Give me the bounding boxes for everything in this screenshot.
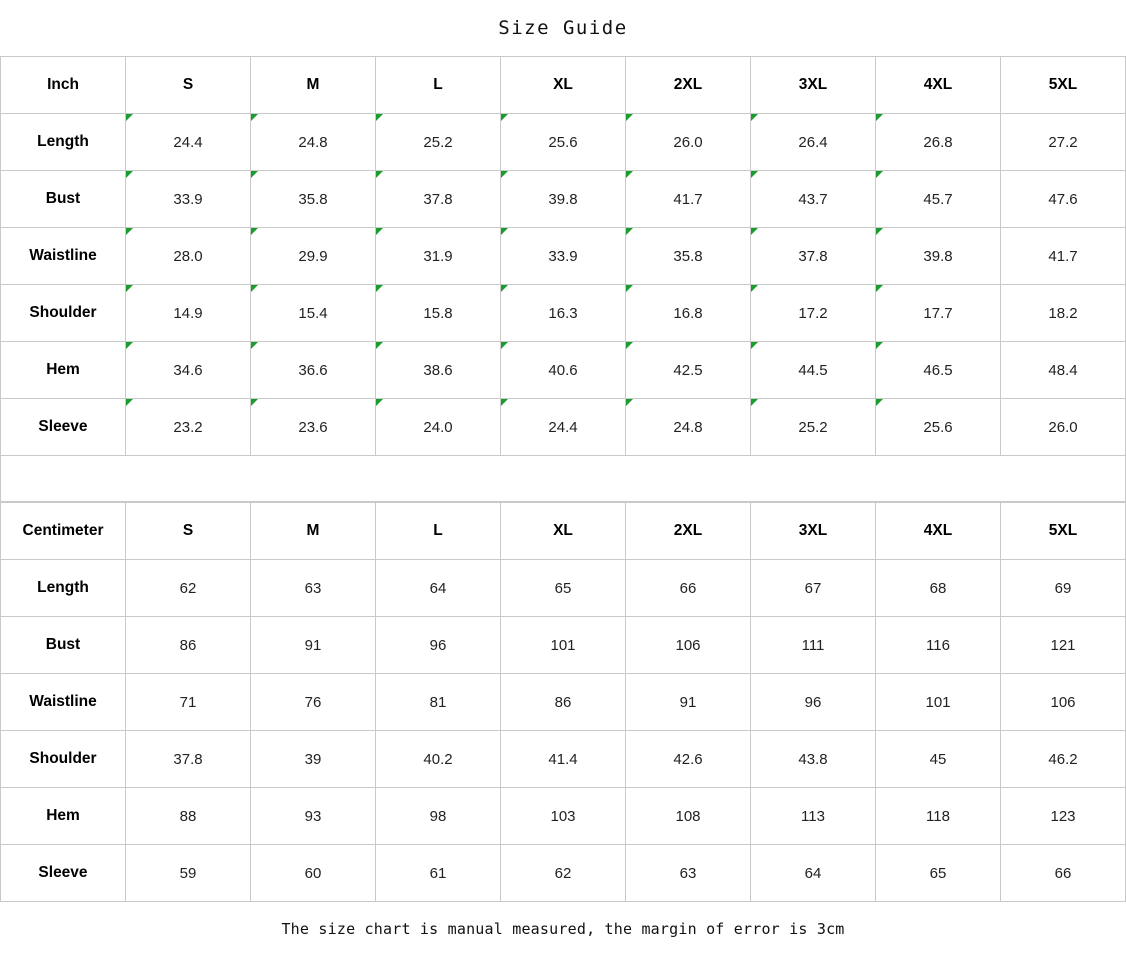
table-row [1,560,1126,617]
table-row [1,845,1126,902]
measurement-disclaimer: The size chart is manual measured, the margin of error is 3cm [281,920,845,938]
measurement-value: 15.4 [251,285,376,342]
size-header-4xl: 4XL [876,503,1001,560]
measurement-label: Waistline [1,674,126,731]
measurement-value: 24.0 [376,399,501,456]
size-header-s: S [126,503,251,560]
measurement-value: 34.6 [126,342,251,399]
measurement-value: 88 [126,788,251,845]
measurement-value: 91 [251,617,376,674]
measurement-value: 15.8 [376,285,501,342]
measurement-label: Waistline [1,228,126,285]
measurement-value: 71 [126,674,251,731]
measurement-value: 76 [251,674,376,731]
measurement-value: 40.2 [376,731,501,788]
measurement-value: 26.0 [626,114,751,171]
measurement-value: 24.4 [501,399,626,456]
table-row [1,171,1126,228]
measurement-label: Sleeve [1,399,126,456]
measurement-label: Bust [1,171,126,228]
measurement-value: 91 [626,674,751,731]
measurement-value: 45.7 [876,171,1001,228]
measurement-value: 101 [501,617,626,674]
measurement-value: 16.3 [501,285,626,342]
size-header-l: L [376,57,501,114]
measurement-value: 41.4 [501,731,626,788]
measurement-value: 96 [751,674,876,731]
size-table-inch [0,56,1126,456]
measurement-value: 46.2 [1001,731,1126,788]
measurement-value: 86 [501,674,626,731]
measurement-value: 41.7 [1001,228,1126,285]
measurement-label: Shoulder [1,731,126,788]
measurement-value: 106 [1001,674,1126,731]
measurement-value: 93 [251,788,376,845]
measurement-label: Bust [1,617,126,674]
measurement-value: 37.8 [376,171,501,228]
measurement-value: 40.6 [501,342,626,399]
measurement-value: 67 [751,560,876,617]
measurement-value: 121 [1001,617,1126,674]
measurement-value: 64 [751,845,876,902]
measurement-value: 69 [1001,560,1126,617]
size-header-2xl: 2XL [626,57,751,114]
table-row [1,674,1126,731]
measurement-value: 38.6 [376,342,501,399]
table-separator [0,456,1126,502]
measurement-value: 25.2 [751,399,876,456]
measurement-value: 59 [126,845,251,902]
size-header-4xl: 4XL [876,57,1001,114]
measurement-value: 28.0 [126,228,251,285]
measurement-value: 23.6 [251,399,376,456]
size-header-5xl: 5XL [1001,57,1126,114]
table-header-row [1,57,1126,114]
unit-header-centimeter: Centimeter [1,503,126,560]
measurement-value: 23.2 [126,399,251,456]
measurement-value: 17.2 [751,285,876,342]
measurement-value: 101 [876,674,1001,731]
measurement-value: 24.8 [251,114,376,171]
measurement-value: 96 [376,617,501,674]
measurement-value: 42.6 [626,731,751,788]
size-header-3xl: 3XL [751,57,876,114]
measurement-label: Hem [1,342,126,399]
table-row [1,399,1126,456]
measurement-value: 26.8 [876,114,1001,171]
table-row [1,114,1126,171]
measurement-value: 81 [376,674,501,731]
measurement-value: 35.8 [626,228,751,285]
size-header-3xl: 3XL [751,503,876,560]
measurement-value: 27.2 [1001,114,1126,171]
measurement-value: 65 [876,845,1001,902]
measurement-value: 106 [626,617,751,674]
measurement-value: 48.4 [1001,342,1126,399]
measurement-value: 86 [126,617,251,674]
measurement-value: 111 [751,617,876,674]
measurement-value: 26.0 [1001,399,1126,456]
table-row [1,342,1126,399]
measurement-value: 60 [251,845,376,902]
measurement-value: 39.8 [876,228,1001,285]
measurement-value: 66 [1001,845,1126,902]
table-row [1,617,1126,674]
measurement-value: 14.9 [126,285,251,342]
measurement-value: 39.8 [501,171,626,228]
measurement-value: 43.8 [751,731,876,788]
measurement-value: 17.7 [876,285,1001,342]
size-header-l: L [376,503,501,560]
measurement-value: 63 [626,845,751,902]
measurement-value: 25.2 [376,114,501,171]
measurement-value: 24.4 [126,114,251,171]
measurement-value: 113 [751,788,876,845]
size-header-s: S [126,57,251,114]
measurement-value: 98 [376,788,501,845]
measurement-value: 18.2 [1001,285,1126,342]
measurement-label: Sleeve [1,845,126,902]
table-row [1,285,1126,342]
measurement-value: 65 [501,560,626,617]
size-header-2xl: 2XL [626,503,751,560]
measurement-value: 41.7 [626,171,751,228]
measurement-value: 123 [1001,788,1126,845]
measurement-value: 61 [376,845,501,902]
measurement-label: Hem [1,788,126,845]
measurement-value: 43.7 [751,171,876,228]
measurement-value: 103 [501,788,626,845]
size-header-m: M [251,503,376,560]
measurement-value: 31.9 [376,228,501,285]
measurement-value: 35.8 [251,171,376,228]
measurement-value: 118 [876,788,1001,845]
measurement-value: 108 [626,788,751,845]
measurement-value: 36.6 [251,342,376,399]
measurement-value: 25.6 [501,114,626,171]
size-header-xl: XL [501,503,626,560]
measurement-value: 16.8 [626,285,751,342]
size-table-centimeter [0,502,1126,902]
measurement-value: 44.5 [751,342,876,399]
measurement-value: 46.5 [876,342,1001,399]
measurement-value: 29.9 [251,228,376,285]
measurement-value: 37.8 [126,731,251,788]
measurement-value: 116 [876,617,1001,674]
size-header-5xl: 5XL [1001,503,1126,560]
measurement-value: 62 [501,845,626,902]
measurement-value: 39 [251,731,376,788]
measurement-value: 62 [126,560,251,617]
measurement-value: 47.6 [1001,171,1126,228]
measurement-value: 63 [251,560,376,617]
measurement-value: 25.6 [876,399,1001,456]
unit-header-inch: Inch [1,57,126,114]
table-row [1,228,1126,285]
table-header-row [1,503,1126,560]
measurement-label: Length [1,560,126,617]
measurement-value: 33.9 [126,171,251,228]
measurement-value: 33.9 [501,228,626,285]
measurement-value: 68 [876,560,1001,617]
size-header-m: M [251,57,376,114]
measurement-value: 64 [376,560,501,617]
size-header-xl: XL [501,57,626,114]
measurement-label: Shoulder [1,285,126,342]
table-row [1,788,1126,845]
measurement-value: 37.8 [751,228,876,285]
measurement-value: 26.4 [751,114,876,171]
measurement-value: 45 [876,731,1001,788]
measurement-label: Length [1,114,126,171]
measurement-value: 66 [626,560,751,617]
measurement-value: 24.8 [626,399,751,456]
page-title: Size Guide [498,17,628,39]
measurement-value: 42.5 [626,342,751,399]
table-row [1,731,1126,788]
